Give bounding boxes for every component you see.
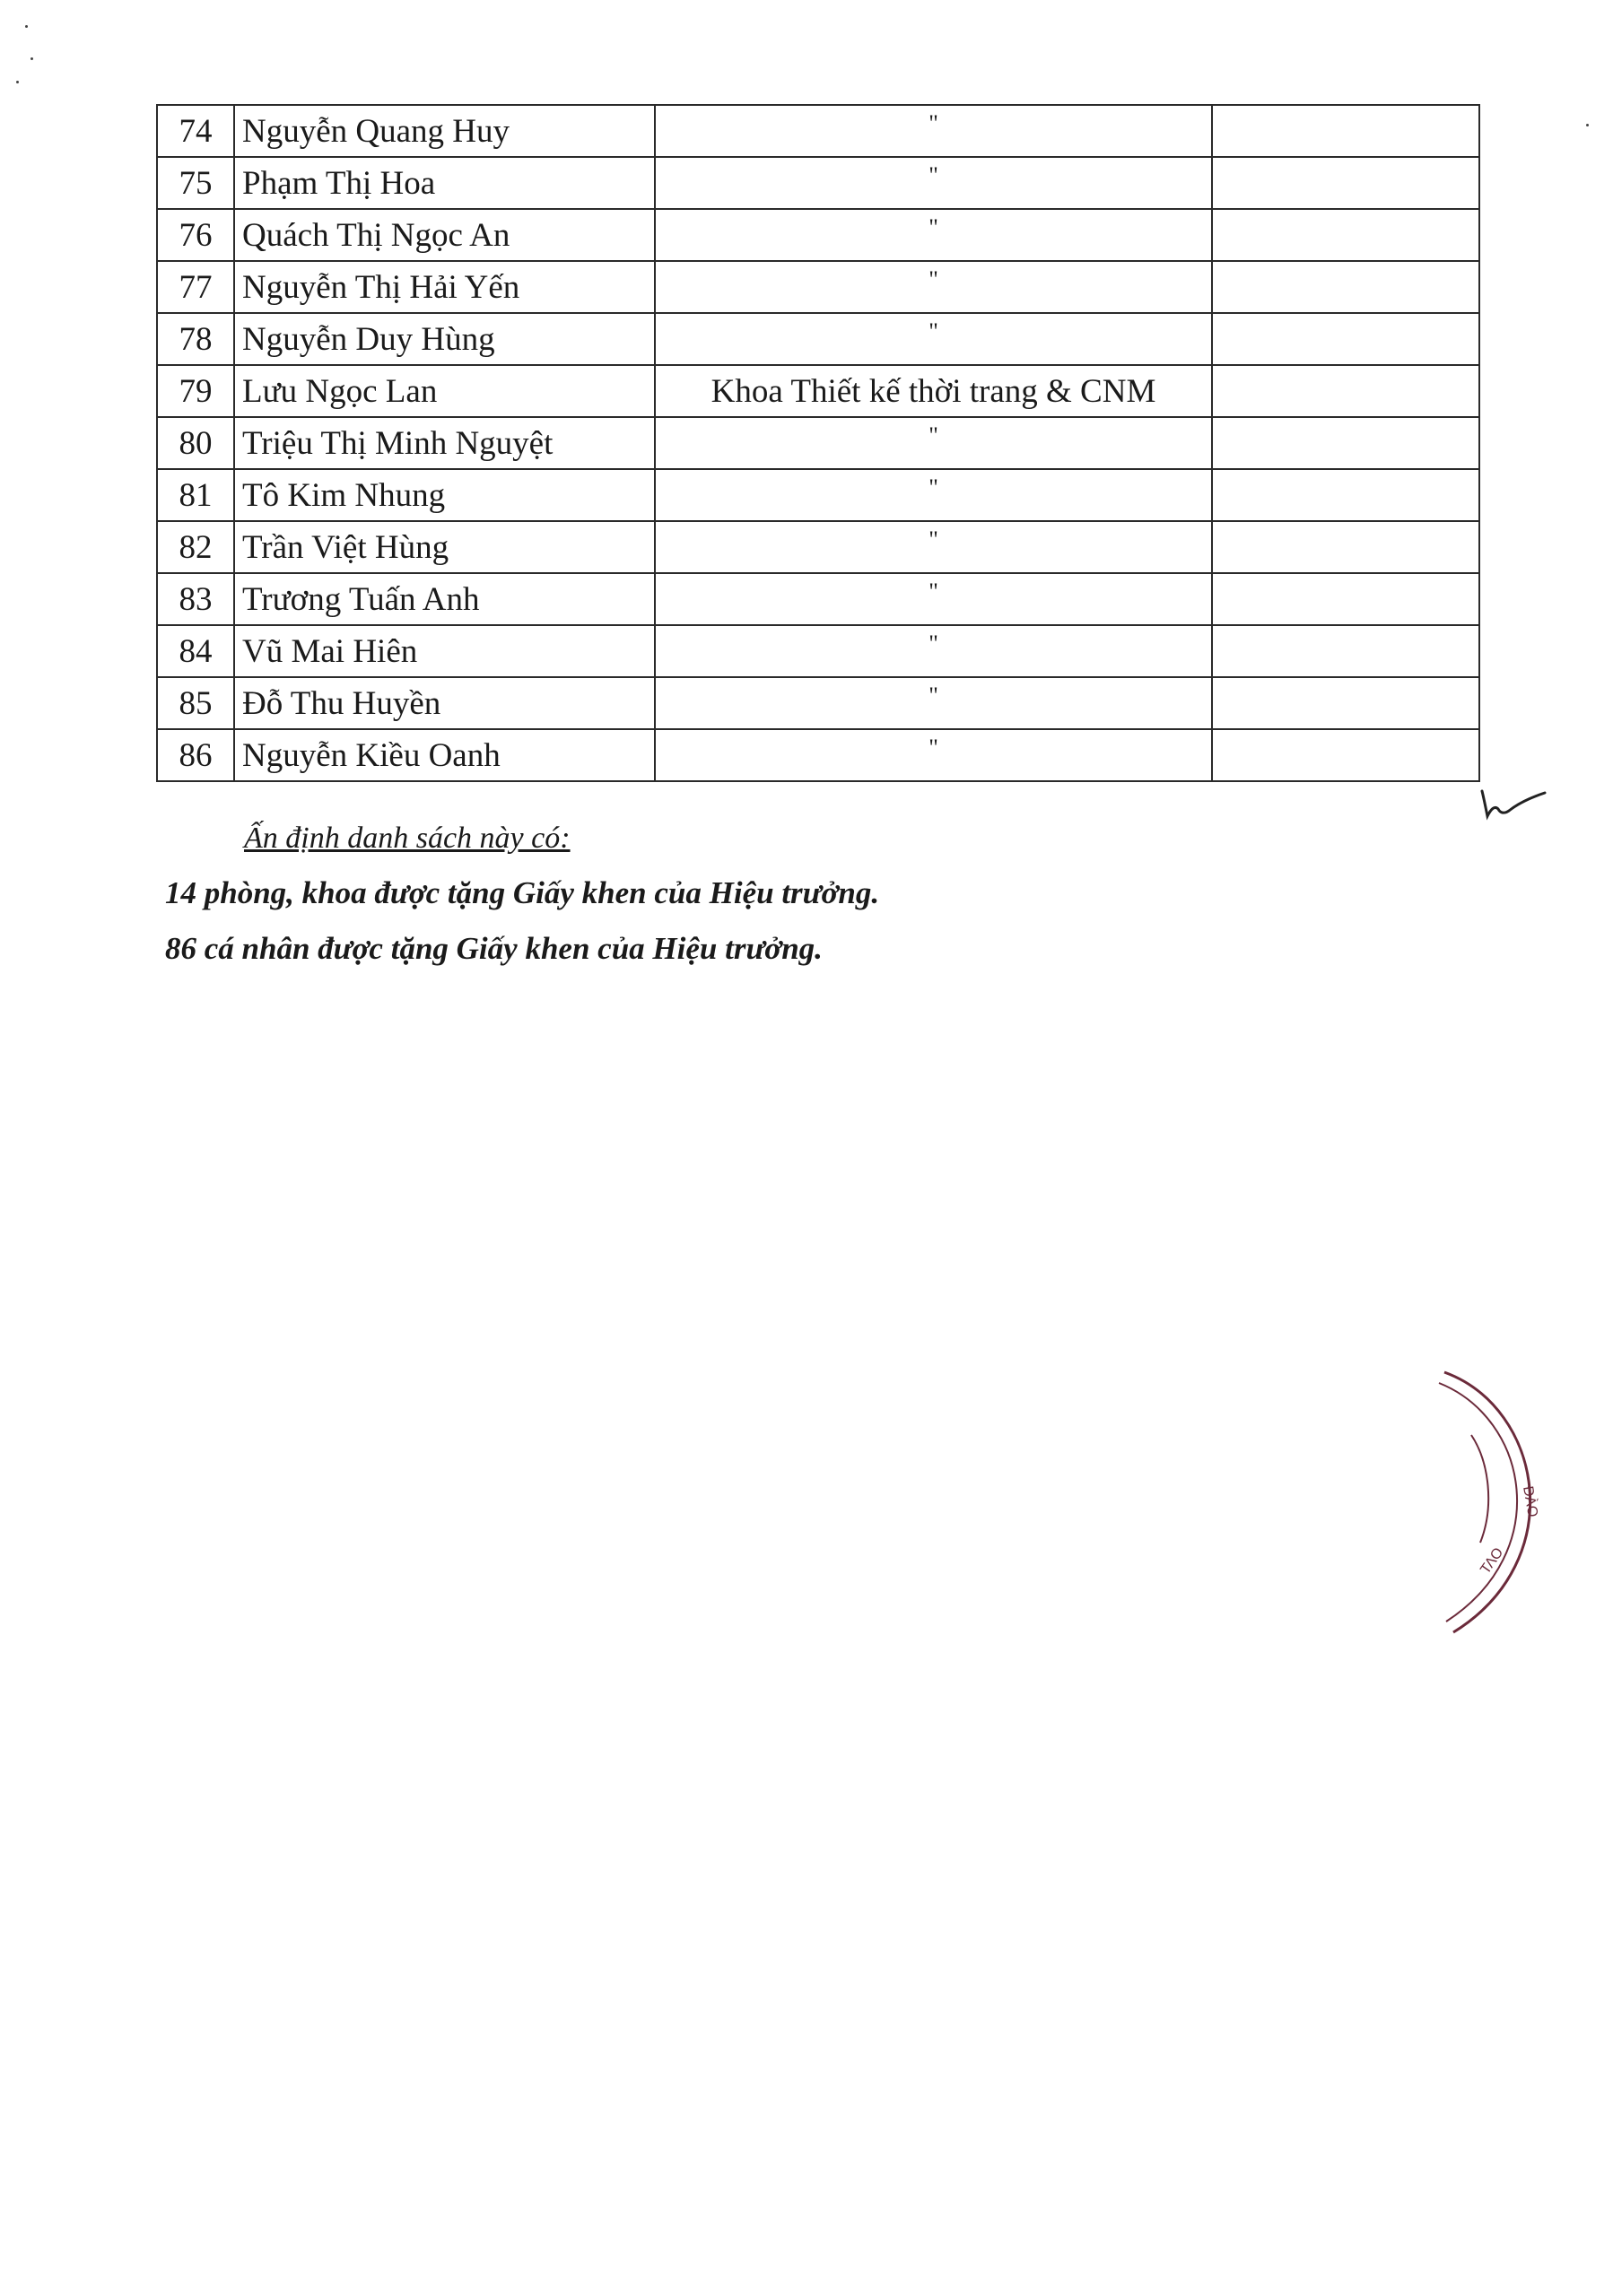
row-number-cell: 78 — [157, 313, 234, 365]
unit-cell — [655, 573, 1212, 625]
note-cell — [1212, 521, 1479, 573]
stamp-fragment-text-2: ΤΛΟ — [1478, 1544, 1507, 1578]
ditto-mark: " — [929, 578, 938, 604]
ditto-mark: " — [929, 213, 938, 240]
note-cell — [1212, 313, 1479, 365]
unit-label: Khoa Thiết kế thời trang & CNM — [711, 372, 1156, 410]
ditto-mark: " — [929, 109, 938, 136]
person-name-cell: Vũ Mai Hiên — [234, 625, 655, 677]
scan-speck — [1586, 124, 1589, 126]
row-number-cell: 84 — [157, 625, 234, 677]
note-cell — [1212, 157, 1479, 209]
ditto-mark: " — [929, 526, 938, 552]
person-name-cell: Phạm Thị Hoa — [234, 157, 655, 209]
table-row — [157, 105, 1479, 157]
row-number-cell: 86 — [157, 729, 234, 781]
table-body — [157, 105, 1479, 781]
ditto-mark: " — [929, 682, 938, 709]
ditto-mark: " — [929, 161, 938, 188]
person-name-cell: Tô Kim Nhung — [234, 469, 655, 521]
note-cell — [1212, 209, 1479, 261]
note-cell — [1212, 729, 1479, 781]
unit-cell — [655, 469, 1212, 521]
table-row — [157, 677, 1479, 729]
table-row — [157, 573, 1479, 625]
stamp-fragment-text: ĐÀO — [1520, 1484, 1540, 1518]
unit-cell — [655, 365, 1212, 417]
row-number-cell: 76 — [157, 209, 234, 261]
table-row — [157, 417, 1479, 469]
ditto-mark: " — [929, 317, 938, 344]
unit-cell — [655, 313, 1212, 365]
ditto-mark: " — [929, 474, 938, 500]
row-number-cell: 79 — [157, 365, 234, 417]
scan-speck — [16, 81, 19, 83]
note-cell — [1212, 261, 1479, 313]
note-cell — [1212, 105, 1479, 157]
table-row — [157, 469, 1479, 521]
row-number-cell: 81 — [157, 469, 234, 521]
person-name-cell: Trương Tuấn Anh — [234, 573, 655, 625]
scan-speck — [25, 25, 28, 28]
note-cell — [1212, 573, 1479, 625]
person-name-cell: Nguyễn Thị Hải Yến — [234, 261, 655, 313]
table-row — [157, 625, 1479, 677]
row-number-cell: 75 — [157, 157, 234, 209]
note-cell — [1212, 365, 1479, 417]
person-name-cell: Lưu Ngọc Lan — [234, 365, 655, 417]
note-cell — [1212, 417, 1479, 469]
person-name-cell: Trần Việt Hùng — [234, 521, 655, 573]
unit-cell — [655, 105, 1212, 157]
table-row — [157, 365, 1479, 417]
handwritten-initials-icon — [1478, 786, 1550, 822]
unit-cell — [655, 209, 1212, 261]
note-cell — [1212, 469, 1479, 521]
row-number-cell: 82 — [157, 521, 234, 573]
row-number-cell: 77 — [157, 261, 234, 313]
row-number-cell: 83 — [157, 573, 234, 625]
note-cell — [1212, 625, 1479, 677]
person-name-cell: Đỗ Thu Huyền — [234, 677, 655, 729]
unit-cell — [655, 729, 1212, 781]
unit-cell — [655, 417, 1212, 469]
unit-cell — [655, 261, 1212, 313]
unit-cell — [655, 625, 1212, 677]
table-row — [157, 729, 1479, 781]
ditto-mark: " — [929, 734, 938, 761]
row-number-cell: 85 — [157, 677, 234, 729]
person-name-cell: Quách Thị Ngọc An — [234, 209, 655, 261]
row-number-cell: 80 — [157, 417, 234, 469]
award-list-table — [156, 104, 1480, 782]
footer-line-individuals: 86 cá nhân được tặng Giấy khen của Hiệu trưởng. — [165, 931, 823, 966]
unit-cell — [655, 677, 1212, 729]
person-name-cell: Nguyễn Kiều Oanh — [234, 729, 655, 781]
official-seal-stamp-icon — [1435, 1363, 1570, 1641]
person-name-cell: Triệu Thị Minh Nguyệt — [234, 417, 655, 469]
person-name-cell: Nguyễn Quang Huy — [234, 105, 655, 157]
person-name-cell: Nguyễn Duy Hùng — [234, 313, 655, 365]
unit-cell — [655, 157, 1212, 209]
ditto-mark: " — [929, 630, 938, 657]
scan-speck — [31, 57, 33, 60]
unit-cell — [655, 521, 1212, 573]
table-row — [157, 209, 1479, 261]
note-cell — [1212, 677, 1479, 729]
footer-heading: Ấn định danh sách này có: — [244, 822, 571, 855]
table-row — [157, 261, 1479, 313]
footer-line-departments: 14 phòng, khoa được tặng Giấy khen của Hiệu trưởng. — [165, 875, 880, 910]
ditto-mark: " — [929, 422, 938, 448]
row-number-cell: 74 — [157, 105, 234, 157]
table-row — [157, 157, 1479, 209]
ditto-mark: " — [929, 265, 938, 292]
table-row — [157, 313, 1479, 365]
document-footer — [165, 822, 879, 987]
table-row — [157, 521, 1479, 573]
